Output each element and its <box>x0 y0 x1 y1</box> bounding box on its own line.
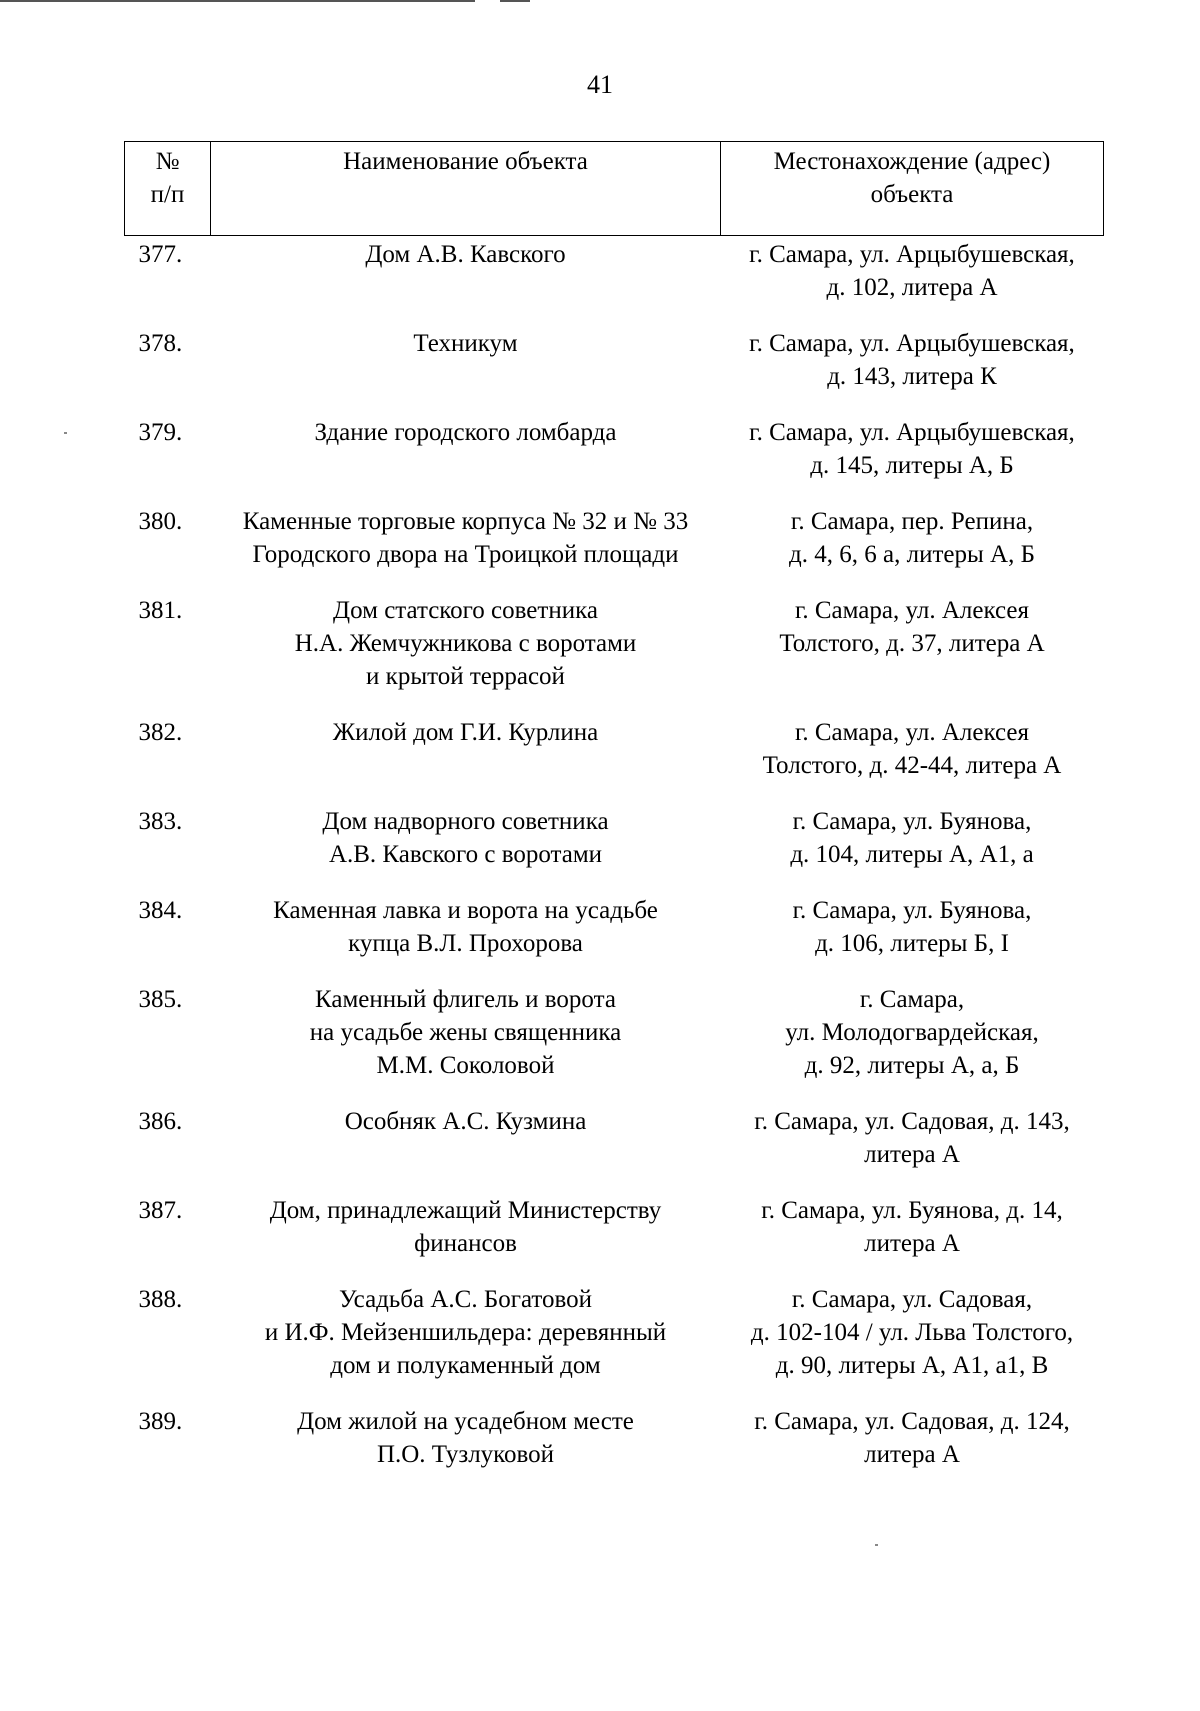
object-name <box>211 503 721 571</box>
object-address <box>721 1103 1104 1171</box>
object-address-line: д. 102, литера А <box>826 274 998 301</box>
row-spacer <box>125 871 1104 892</box>
table-row <box>125 325 1104 393</box>
object-address-line: д. 92, литеры А, а, Б <box>804 1052 1020 1079</box>
object-name-line: М.М. Соколовой <box>376 1052 555 1079</box>
row-spacer <box>125 393 1104 414</box>
object-address-line: г. Самара, ул. Буянова, <box>792 808 1032 835</box>
row-spacer <box>125 304 1104 325</box>
object-address-line: литера А <box>864 1441 960 1468</box>
header-name <box>211 142 721 236</box>
object-address-line: г. Самара, ул. Садовая, д. 143, <box>754 1108 1070 1135</box>
object-name-line: финансов <box>414 1230 517 1257</box>
object-name <box>211 1281 721 1382</box>
object-name <box>211 592 721 693</box>
object-name-line: Дом, принадлежащий Министерству <box>269 1197 662 1224</box>
object-address-line: д. 145, литеры А, Б <box>810 452 1014 479</box>
row-spacer-cell <box>125 304 1104 325</box>
row-spacer-cell <box>125 693 1104 714</box>
table-row <box>125 892 1104 960</box>
object-address-line: г. Самара, <box>859 986 965 1013</box>
table-row <box>125 414 1104 482</box>
scan-speck <box>875 1544 878 1546</box>
object-name-line: купца В.Л. Прохорова <box>348 930 583 957</box>
object-address-line: г. Самара, ул. Алексея <box>794 597 1030 624</box>
row-number: 389. <box>138 1408 183 1435</box>
row-spacer <box>125 482 1104 503</box>
objects-table <box>124 141 1104 1471</box>
row-spacer <box>125 1171 1104 1192</box>
table-row <box>125 503 1104 571</box>
object-name-line: Жилой дом Г.И. Курлина <box>332 719 599 746</box>
row-number: 383. <box>138 808 183 835</box>
row-spacer-cell <box>125 1082 1104 1103</box>
object-address-line: д. 4, 6, 6 а, литеры А, Б <box>789 541 1035 568</box>
object-address <box>721 592 1104 693</box>
object-address-line: г. Самара, ул. Арцыбушевская, <box>749 419 1075 446</box>
object-name-line: П.О. Тузлуковой <box>376 1441 555 1468</box>
header-num <box>125 142 211 236</box>
object-name <box>211 325 721 393</box>
object-address-line: д. 143, литера К <box>827 363 997 390</box>
object-address-line: г. Самара, ул. Арцыбушевская, <box>749 330 1075 357</box>
object-address-line: г. Самара, ул. Арцыбушевская, <box>749 241 1075 268</box>
row-spacer-cell <box>125 1382 1104 1403</box>
row-spacer-cell <box>125 871 1104 892</box>
row-number: 377. <box>138 241 183 268</box>
table-row <box>125 1281 1104 1382</box>
object-name-line: Дом надворного советника <box>322 808 609 835</box>
object-name-line: Каменные торговые корпуса № 32 и № 33 <box>242 508 689 535</box>
row-number: 388. <box>138 1286 183 1313</box>
object-name <box>211 414 721 482</box>
row-spacer-cell <box>125 1260 1104 1281</box>
row-number: 382. <box>138 719 183 746</box>
row-number: 381. <box>138 597 183 624</box>
object-address <box>721 236 1104 305</box>
object-name <box>211 714 721 782</box>
object-address-line: Толстого, д. 42-44, литера А <box>762 752 1062 779</box>
object-address-line: д. 102-104 / ул. Льва Толстого, <box>750 1319 1074 1346</box>
header-address-line: объекта <box>870 181 954 208</box>
object-name-line: и И.Ф. Мейзеншильдера: деревянный <box>264 1319 667 1346</box>
object-name <box>211 236 721 305</box>
object-name-line: дом и полукаменный дом <box>330 1352 601 1379</box>
object-address <box>721 1192 1104 1260</box>
object-address-line: г. Самара, ул. Буянова, <box>792 897 1032 924</box>
object-name-line: Усадьба А.С. Богатовой <box>338 1286 593 1313</box>
row-spacer <box>125 1082 1104 1103</box>
object-address <box>721 1281 1104 1382</box>
object-name <box>211 1103 721 1171</box>
scan-edge-mark <box>0 0 475 2</box>
object-address <box>721 714 1104 782</box>
object-address-line: г. Самара, ул. Алексея <box>794 719 1030 746</box>
object-name <box>211 892 721 960</box>
object-name-line: Техникум <box>413 330 518 357</box>
row-number: 385. <box>138 986 183 1013</box>
table-row <box>125 1103 1104 1171</box>
row-spacer-cell <box>125 482 1104 503</box>
object-name-line: Особняк А.С. Кузмина <box>344 1108 587 1135</box>
row-number: 386. <box>138 1108 183 1135</box>
object-address-line: литера А <box>864 1230 960 1257</box>
row-spacer-cell <box>125 1171 1104 1192</box>
object-address-line: г. Самара, ул. Буянова, д. 14, <box>761 1197 1063 1224</box>
object-address-line: д. 106, литеры Б, I <box>815 930 1009 957</box>
object-address <box>721 892 1104 960</box>
table-header <box>125 142 1104 236</box>
header-num-line: № <box>155 148 180 175</box>
object-name <box>211 1192 721 1260</box>
row-spacer <box>125 1260 1104 1281</box>
object-address-line: г. Самара, ул. Садовая, <box>791 1286 1033 1313</box>
object-name-line: на усадьбе жены священника <box>309 1019 622 1046</box>
row-spacer-cell <box>125 782 1104 803</box>
row-number: 387. <box>138 1197 183 1224</box>
row-number: 379. <box>138 419 183 446</box>
object-address <box>721 803 1104 871</box>
table-body <box>125 236 1104 1472</box>
object-address-line: Толстого, д. 37, литера А <box>779 630 1045 657</box>
object-address-line: ул. Молодогвардейская, <box>785 1019 1039 1046</box>
row-number: 378. <box>138 330 183 357</box>
object-address <box>721 414 1104 482</box>
object-name-line: Дом статского советника <box>333 597 598 624</box>
object-name-line: Каменный флигель и ворота <box>315 986 616 1013</box>
row-spacer <box>125 571 1104 592</box>
scan-edge-mark <box>500 0 530 2</box>
object-name <box>211 803 721 871</box>
object-address-line: г. Самара, пер. Репина, <box>790 508 1034 535</box>
object-name-line: Здание городского ломбарда <box>314 419 617 446</box>
object-address-line: д. 90, литеры А, А1, а1, В <box>775 1352 1049 1379</box>
row-spacer-cell <box>125 960 1104 981</box>
table-row <box>125 803 1104 871</box>
table-row <box>125 714 1104 782</box>
object-address-line: литера А <box>864 1141 960 1168</box>
object-name-line: Каменная лавка и ворота на усадьбе <box>273 897 658 924</box>
object-name <box>211 1403 721 1471</box>
scan-speck <box>64 432 67 434</box>
row-spacer <box>125 1382 1104 1403</box>
header-address <box>721 142 1104 236</box>
object-address <box>721 1403 1104 1471</box>
row-spacer <box>125 693 1104 714</box>
object-address <box>721 325 1104 393</box>
row-number: 384. <box>138 897 183 924</box>
header-num-line: п/п <box>150 181 185 208</box>
row-spacer <box>125 782 1104 803</box>
object-address <box>721 503 1104 571</box>
object-name-line: Н.А. Жемчужникова с воротами <box>294 630 637 657</box>
table-row <box>125 981 1104 1082</box>
row-number: 380. <box>138 508 183 535</box>
table-row <box>125 1403 1104 1471</box>
row-spacer-cell <box>125 393 1104 414</box>
object-name-line: Дом жилой на усадебном месте <box>297 1408 634 1435</box>
object-address-line: г. Самара, ул. Садовая, д. 124, <box>754 1408 1070 1435</box>
header-name-line: Наименование объекта <box>343 148 588 175</box>
page-number: 41 <box>587 70 613 99</box>
object-name-line: и крытой террасой <box>366 663 565 690</box>
object-address-line: д. 104, литеры А, А1, а <box>790 841 1034 868</box>
object-name-line: А.В. Кавского с воротами <box>328 841 603 868</box>
object-name-line: Городского двора на Троицкой площади <box>252 541 679 568</box>
object-address <box>721 981 1104 1082</box>
row-spacer-cell <box>125 571 1104 592</box>
object-name-line: Дом А.В. Кавского <box>365 241 566 268</box>
row-spacer <box>125 960 1104 981</box>
table-row <box>125 1192 1104 1260</box>
table-row <box>125 236 1104 305</box>
object-name <box>211 981 721 1082</box>
header-address-line: Местонахождение (адрес) <box>773 148 1051 175</box>
table-row <box>125 592 1104 693</box>
